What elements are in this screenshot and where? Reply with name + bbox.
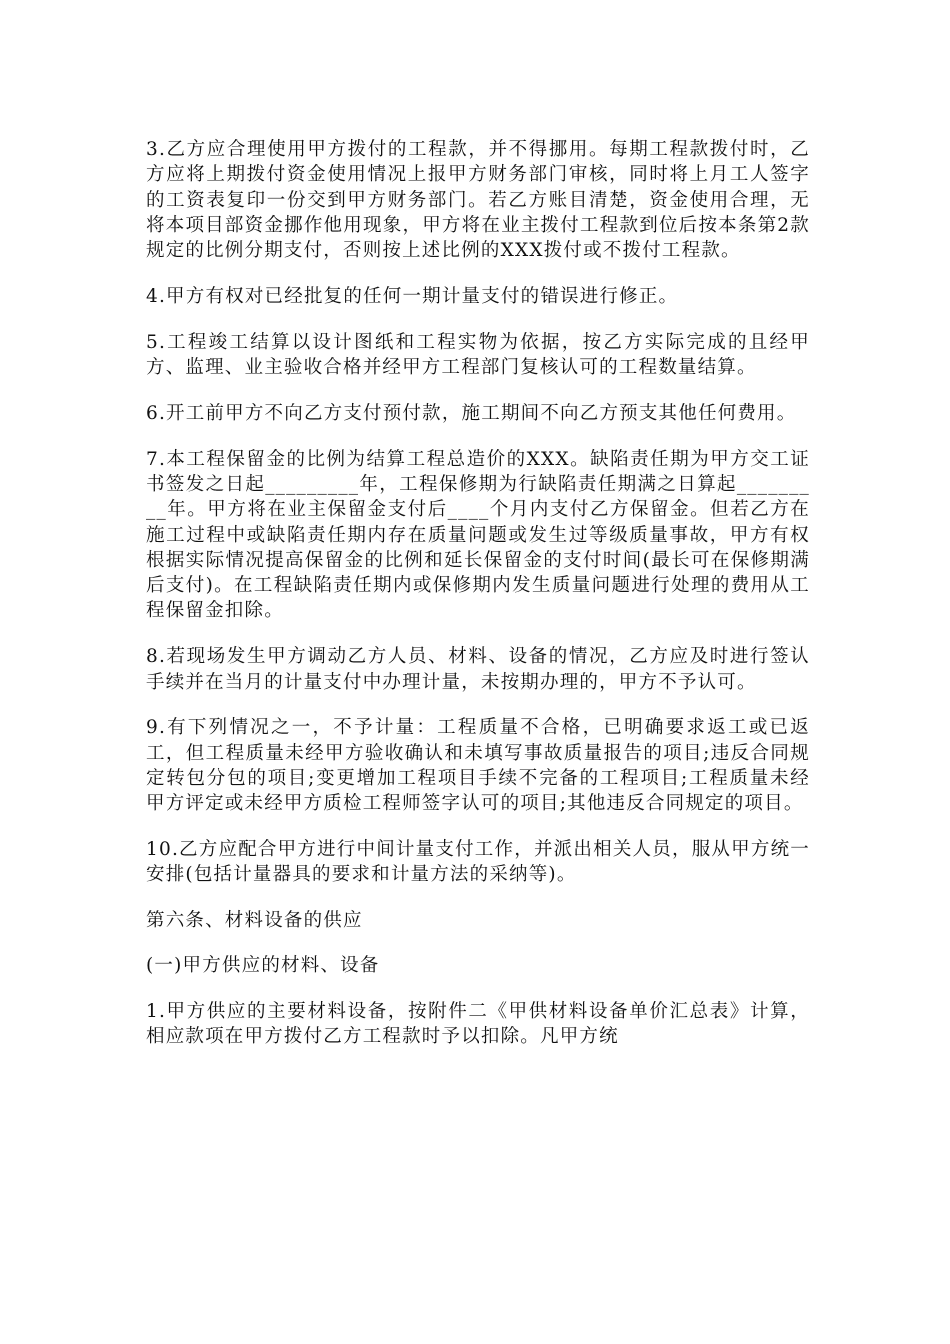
clause-6-paragraph: 6.开工前甲方不向乙方支付预付款，施工期间不向乙方预支其他任何费用。 bbox=[146, 402, 797, 424]
clause-9-paragraph: 9.有下列情况之一，不予计量：工程质量不合格，已明确要求返工或已返工，但工程质量未经甲方验收确认和未填写事故质量报告的项目;违反合同规定转包分包的项目;变更增加工程项目手续不完备的工程项目;工程质量未经甲方评定或未经甲方质检工程师签字认可的项目;其他违反合同规定的项目。 bbox=[146, 717, 810, 815]
clause-3-paragraph: 3.乙方应合理使用甲方拨付的工程款，并不得挪用。每期工程款拨付时，乙方应将上期拨付资金使用情况上报甲方财务部门审核，同时将上月工人签字的工资表复印一份交到甲方财务部门。若乙方账目清楚，资金使用合理，无将本项目部资金挪作他用现象，甲方将在业主拨付工程款到位后按本条第2款规定的比例分期支付，否则按上述比例的XXX拨付或不拨付工程款。 bbox=[146, 139, 810, 262]
item-1-paragraph: 1.甲方供应的主要材料设备，按附件二《甲供材料设备单价汇总表》计算，相应款项在甲方拨付乙方工程款时予以扣除。凡甲方统 bbox=[146, 1000, 810, 1048]
clause-8-paragraph: 8.若现场发生甲方调动乙方人员、材料、设备的情况，乙方应及时进行签认手续并在当月的计量支付中办理计量，未按期办理的，甲方不予认可。 bbox=[146, 646, 810, 693]
document-body bbox=[146, 137, 810, 1070]
clause-10-paragraph: 10.乙方应配合甲方进行中间计量支付工作，并派出相关人员，服从甲方统一安排(包括计量器具的要求和计量方法的采纳等)。 bbox=[146, 839, 810, 886]
clause-7-paragraph: 7.本工程保留金的比例为结算工程总造价的XXX。缺陷责任期为甲方交工证书签发之日起_________年，工程保修期为行缺陷责任期满之日算起_________年。甲方将在业主保留金支付后____个月内支付乙方保留金。但若乙方在施工过程中或缺陷责任期内存在质量问题或发生过等级质量事故，甲方有权根据实际情况提高保留金的比例和延长保留金的支付时间(最长可在保修期满后支付)。在工程缺陷责任期内或保修期内发生质量问题进行处理的费用从工程保留金扣除。 bbox=[146, 448, 810, 622]
clause-5-paragraph: 5.工程竣工结算以设计图纸和工程实物为依据，按乙方实际完成的且经甲方、监理、业主验收合格并经甲方工程部门复核认可的工程数量结算。 bbox=[146, 331, 810, 379]
section-1-heading: (一)甲方供应的材料、设备 bbox=[146, 955, 380, 977]
clause-4-paragraph: 4.甲方有权对已经批复的任何一期计量支付的错误进行修正。 bbox=[146, 285, 679, 307]
article-6-heading: 第六条、材料设备的供应 bbox=[146, 910, 363, 932]
